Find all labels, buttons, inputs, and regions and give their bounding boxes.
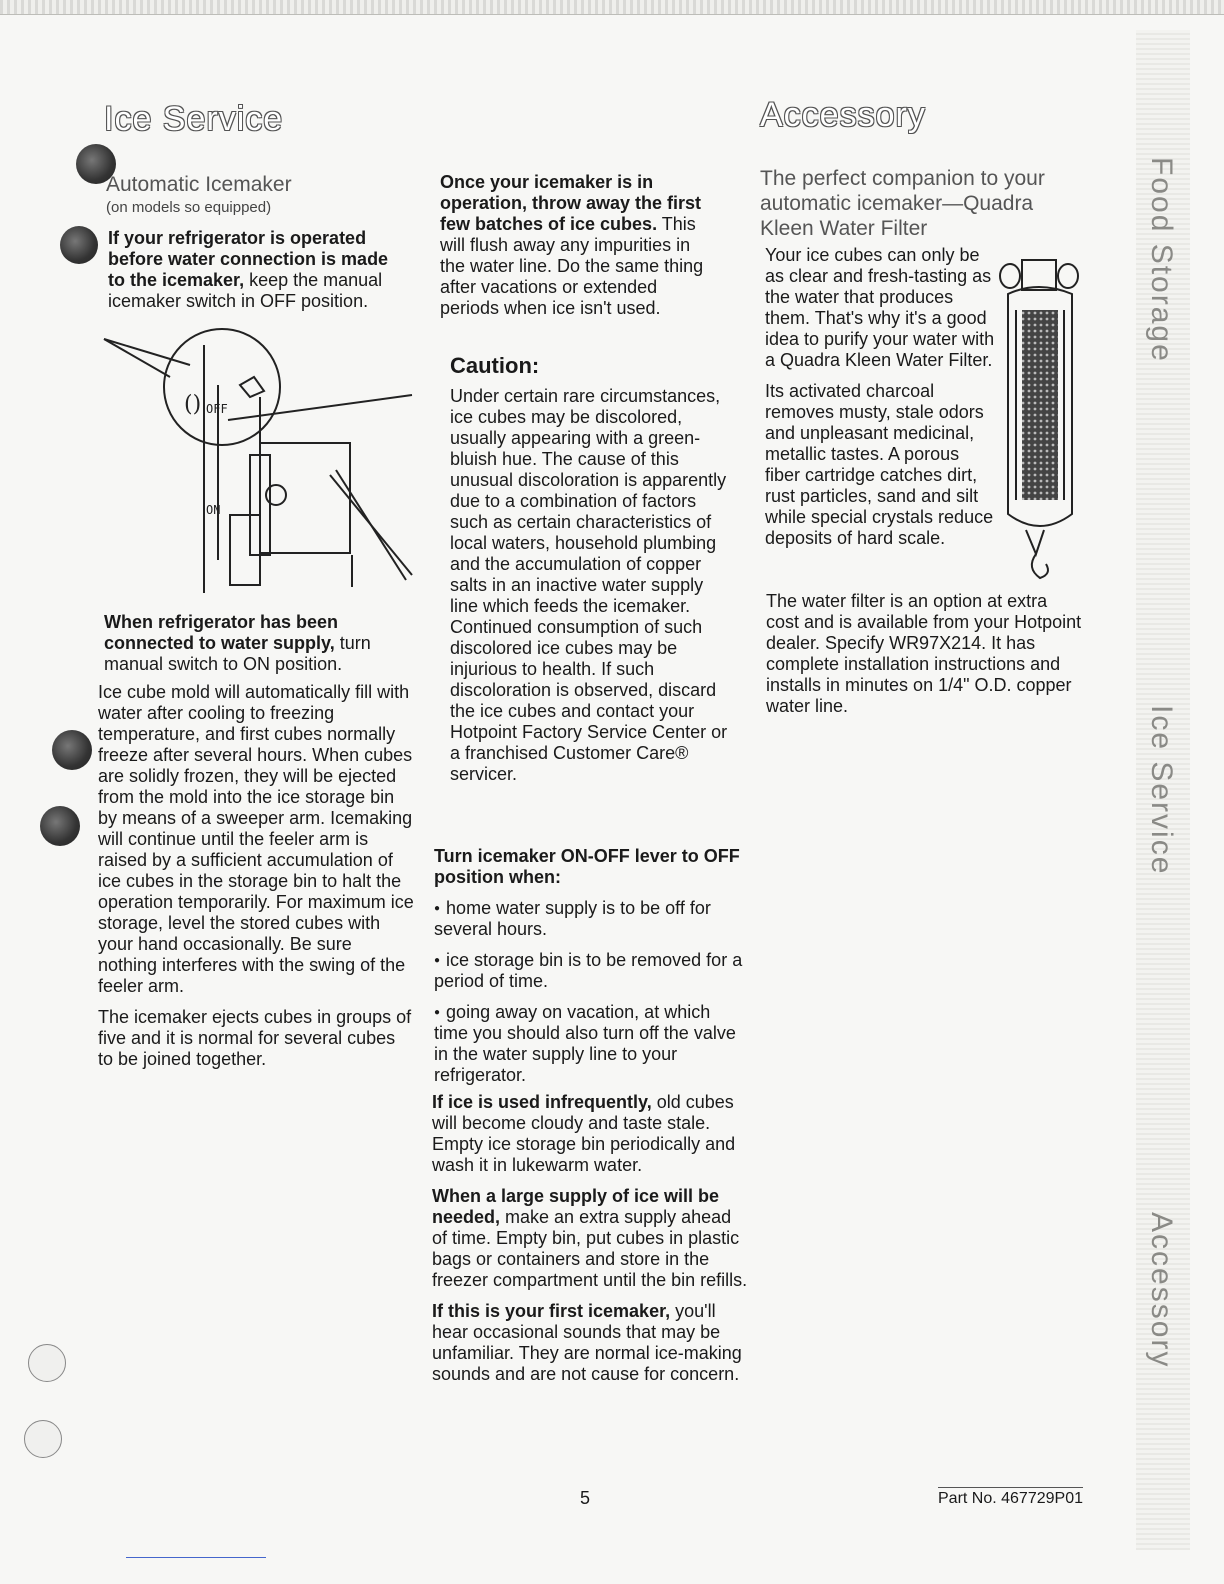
list-item: ● ice storage bin is to be removed for a period of time. bbox=[434, 950, 744, 992]
off-label: OFF bbox=[206, 402, 228, 416]
filter-para-3: The water filter is an option at extra cost and is available from your Hotpoint dealer. Specify WR97X214. It has complete installation instructions and installs in minutes on 1/4" O.D. copper water line. bbox=[766, 591, 1082, 716]
first-icemaker-bold: If this is your first icemaker, bbox=[432, 1301, 671, 1321]
water-filter-illustration bbox=[996, 250, 1084, 590]
mold-paragraph bbox=[98, 682, 414, 1080]
operation-paragraph bbox=[440, 172, 716, 329]
caution-text: Under certain rare circumstances, ice cubes may be discolored, usually appearing with a green-bluish hue. The cause of this unusual discoloration is apparently due to a combination of factors such as certain characteristics of local waters, household plumbing and the accumulation of copper salts in an inactive water supply line which feeds the icemaker. Continued consumption of such discolored ice cubes may be injurious to health. If such discoloration is observed, discard the ice cubes and contact your Hotpoint Factory Service Center or a franchised Customer Care® servicer. bbox=[450, 386, 728, 784]
page-number: 5 bbox=[580, 1488, 591, 1508]
turn-off-block bbox=[434, 846, 744, 1096]
filter-availability bbox=[766, 591, 1084, 727]
mold-text: Ice cube mold will automatically fill with water after cooling to freezing temperature, and first cubes normally freeze after several hours. When cubes are solidly frozen, they will be ejected from the mold into the ice storage bin by means of a sweeper arm. Icemaking will continue until the feeler arm is raised by a sufficient accumulation of ice cubes in the storage bin to halt the operation temporarily. For maximum ice storage, level the stored cubes with your hand occasionally. Be sure nothing interferes with the swing of the feeler arm. bbox=[98, 682, 414, 996]
filter-cartridge bbox=[1022, 310, 1058, 500]
on-label: ON bbox=[206, 503, 221, 517]
first-icemaker-text: you'll hear occasional sounds that may be unfamiliar. They are normal ice-making sounds and are not cause for concern. bbox=[432, 1301, 742, 1384]
connected-text: turn manual switch to ON position. bbox=[104, 633, 371, 674]
side-tab-accessory: Accessory bbox=[1145, 1211, 1178, 1369]
connected-bold: When refrigerator has been connected to water supply, bbox=[104, 612, 339, 653]
scan-edge-top bbox=[0, 0, 1224, 15]
list-item: ● going away on vacation, at which time you should also turn off the valve in the water supply line to your refrigerator. bbox=[434, 1002, 744, 1086]
turn-off-heading: Turn icemaker ON-OFF lever to OFF position when: bbox=[434, 846, 740, 887]
caution-block bbox=[450, 355, 732, 795]
groups-text: The icemaker ejects cubes in groups of five and it is normal for several cubes to be joined together. bbox=[98, 1007, 412, 1069]
filter-intro bbox=[765, 245, 997, 559]
infrequent-bold: If ice is used infrequently, bbox=[432, 1092, 652, 1112]
part-number: Part No. 467729P01 bbox=[938, 1487, 1083, 1508]
filter-para-1: Your ice cubes can only be as clear and fresh-tasting as the water that produces them. That's why it's a good idea to purify your water with a Quadra Kleen Water Filter. bbox=[765, 245, 995, 370]
icemaker-illustration bbox=[100, 325, 420, 595]
operation-bold: Once your icemaker is in operation, throw away the first few batches of ice cubes. bbox=[440, 172, 702, 234]
accessory-subheading: The perfect companion to your automatic icemaker—Quadra Kleen Water Filter bbox=[760, 167, 1045, 240]
punch-hole bbox=[28, 1344, 66, 1382]
binder-dot bbox=[52, 730, 92, 770]
side-tab-ice-service: Ice Service bbox=[1145, 704, 1178, 876]
binder-dot bbox=[60, 226, 98, 264]
icemaker-title: Automatic Icemaker bbox=[106, 173, 292, 196]
side-tab-food-storage: Food Storage bbox=[1145, 157, 1178, 363]
punch-hole bbox=[24, 1420, 62, 1458]
large-supply-text: make an extra supply ahead of time. Empty bin, put cubes in plastic bags or containers and store in the freezer compartment until the bin refills. bbox=[432, 1207, 748, 1290]
large-supply-bold: When a large supply of ice will be needed, bbox=[432, 1186, 720, 1227]
warning-bold: If your refrigerator is operated before water connection is made to the icemaker, bbox=[108, 228, 389, 290]
ice-service-heading: Ice Service bbox=[104, 100, 284, 138]
icemaker-subtitle: (on models so equipped) bbox=[106, 199, 272, 216]
accessory-heading: Accessory bbox=[760, 96, 926, 134]
switch-symbol-icon: () bbox=[184, 392, 202, 417]
footer-rule bbox=[126, 1557, 266, 1558]
connected-paragraph bbox=[104, 612, 404, 685]
list-item: ● home water supply is to be off for several hours. bbox=[434, 898, 744, 940]
usage-tips bbox=[432, 1092, 748, 1395]
warning-text: keep the manual icemaker switch in OFF position. bbox=[108, 270, 383, 311]
filter-para-2: Its activated charcoal removes musty, stale odors and unpleasant medicinal, metallic tastes. A porous fiber cartridge catches dirt, rust particles, sand and silt while special crystals reduce deposits of hard scale. bbox=[765, 381, 994, 548]
operation-text: This will flush away any impurities in the water line. Do the same thing after vacations or extended periods when ice isn't used. bbox=[440, 214, 704, 318]
infrequent-text: old cubes will become cloudy and taste stale. Empty ice storage bin periodically and wash it in lukewarm water. bbox=[432, 1092, 736, 1175]
caution-title: Caution: bbox=[450, 353, 540, 378]
icemaker-warning bbox=[108, 228, 408, 322]
binder-dot bbox=[40, 806, 80, 846]
